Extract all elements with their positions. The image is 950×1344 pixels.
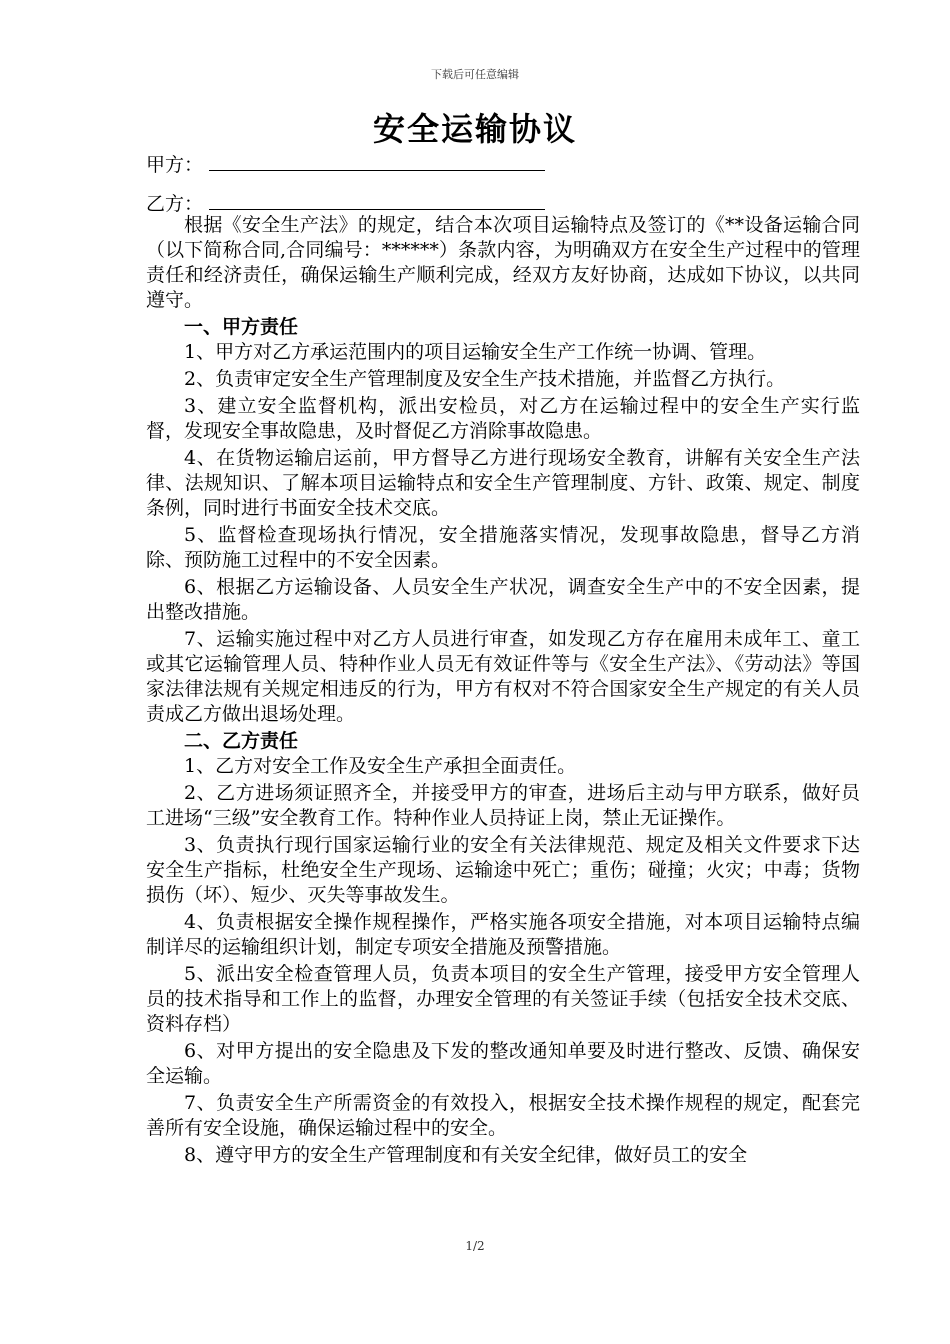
party-a-clause: 3、建立安全监督机构，派出安检员，对乙方在运输过程中的安全生产实行监督，发现安全事故隐患，及时督促乙方消除事故隐患。	[146, 395, 860, 442]
party-b-clause: 5、派出安全检查管理人员，负责本项目的安全生产管理，接受甲方安全管理人员的技术指导和工作上的监督，办理安全管理的有关签证手续（包括安全技术交底、资料存档）	[146, 963, 860, 1035]
party-b-label: 乙方：	[146, 193, 204, 215]
document-title: 安全运输协议	[372, 110, 577, 148]
party-a-clause: 5、监督检查现场执行情况，安全措施落实情况，发现事故隐患，督导乙方消除、预防施工过程中的不安全因素。	[146, 524, 860, 571]
section-heading-party-b: 二、乙方责任	[184, 730, 299, 752]
party-a-blank	[209, 152, 545, 171]
party-b-clause: 2、乙方进场须证照齐全，并接受甲方的审查，进场后主动与甲方联系，做好员工进场“三级”安全教育工作。特种作业人员持证上岗，禁止无证操作。	[146, 782, 860, 829]
party-b-blank	[209, 191, 545, 210]
party-a-clause: 6、根据乙方运输设备、人员安全生产状况，调查安全生产中的不安全因素，提出整改措施。	[146, 576, 860, 623]
party-b-clause: 8、遵守甲方的安全生产管理制度和有关安全纪律，做好员工的安全	[184, 1144, 748, 1166]
party-a-clause: 1、甲方对乙方承运范围内的项目运输安全生产工作统一协调、管理。	[184, 341, 767, 363]
section-heading-party-a: 一、甲方责任	[184, 316, 299, 338]
party-a-clause: 2、负责审定安全生产管理制度及安全生产技术措施，并监督乙方执行。	[184, 368, 786, 390]
party-b-clause: 1、乙方对安全工作及安全生产承担全面责任。	[184, 755, 577, 777]
document-body	[146, 213, 860, 1170]
party-a-clause: 7、运输实施过程中对乙方人员进行审查，如发现乙方存在雇用未成年工、童工或其它运输管理人员、特种作业人员无有效证件等与《安全生产法》、《劳动法》等国家法律法规有关规定相违反的行为，甲方有权对不符合国家安全生产规定的有关人员责成乙方做出退场处理。	[146, 628, 860, 725]
party-a-clause: 4、在货物运输启运前，甲方督导乙方进行现场安全教育，讲解有关安全生产法律、法规知识、了解本项目运输特点和安全生产管理制度、方针、政策、规定、制度条例，同时进行书面安全技术交底。	[146, 447, 860, 519]
party-b-clause: 3、负责执行现行国家运输行业的安全有关法律规范、规定及相关文件要求下达安全生产指标，杜绝安全生产现场、运输途中死亡；重伤；碰撞；火灾；中毒；货物损伤（坏）、短少、灭失等事故发生。	[146, 834, 860, 906]
header-note: 下载后可任意编辑	[431, 68, 519, 81]
page-number: 1/2	[465, 1239, 485, 1253]
intro-paragraph: 根据《安全生产法》的规定，结合本次项目运输特点及签订的《**设备运输合同（以下简称合同,合同编号：******）条款内容，为明确双方在安全生产过程中的管理责任和经济责任，确保运输生产顺利完成，经双方友好协商，达成如下协议，以共同遵守。	[146, 214, 860, 311]
party-b-clause: 7、负责安全生产所需资金的有效投入，根据安全技术操作规程的规定，配套完善所有安全设施，确保运输过程中的安全。	[146, 1092, 860, 1139]
party-b-clause: 6、对甲方提出的安全隐患及下发的整改通知单要及时进行整改、反馈、确保安全运输。	[146, 1040, 860, 1087]
party-a-label: 甲方：	[146, 154, 204, 176]
party-b-clause: 4、负责根据安全操作规程操作，严格实施各项安全措施，对本项目运输特点编制详尽的运输组织计划，制定专项安全措施及预警措施。	[146, 911, 860, 958]
party-a-line	[146, 152, 545, 178]
